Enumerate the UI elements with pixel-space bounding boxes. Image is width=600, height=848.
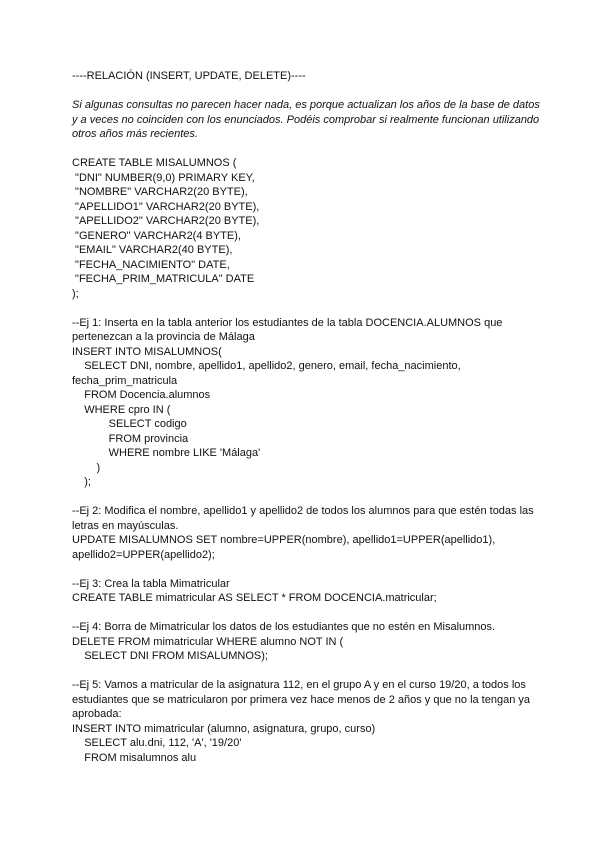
exercise-description: --Ej 4: Borra de Mimatricular los datos de los estudiantes que no estén en Misalumnos. (72, 621, 496, 633)
code-line: fecha_prim_matricula (72, 374, 178, 387)
code-line: "GENERO" VARCHAR2(4 BYTE), (72, 229, 241, 242)
code-line: "APELLIDO1" VARCHAR2(20 BYTE), (72, 200, 260, 213)
exercise-description: --Ej 1: Inserta en la tabla anterior los estudiantes de la tabla DOCENCIA.ALUMNOS que pertenezcan a la provincia de Málaga (72, 316, 503, 343)
exercise-description: --Ej 3: Crea la tabla Mimatricular (72, 577, 230, 590)
code-line: FROM provincia (72, 432, 189, 445)
code-line: ); (72, 287, 79, 300)
code-line: FROM Docencia.alumnos (72, 389, 211, 401)
code-line: SELECT DNI, nombre, apellido1, apellido2, genero, email, fecha_nacimiento, (72, 360, 461, 372)
code-line: INSERT INTO MISALUMNOS( (72, 345, 222, 358)
code-line: DELETE FROM mimatricular WHERE alumno NOT IN ( (72, 635, 344, 648)
exercise-5 (72, 678, 542, 765)
exercise-2 (72, 504, 542, 562)
code-line: "DNI" NUMBER(9,0) PRIMARY KEY, (72, 171, 255, 184)
code-line: SELECT codigo (72, 418, 187, 430)
exercise-description: --Ej 5: Vamos a matricular de la asignatura 112, en el grupo A y en el curso 19/20, a todos los estudiantes que se matricularon por primera vez hace menos de 2 años y que no la tengan ya aprobada: (72, 679, 530, 720)
document-content (72, 69, 542, 765)
code-line: FROM misalumnos alu (72, 751, 197, 764)
code-line: WHERE nombre LIKE 'Málaga' (72, 447, 261, 459)
exercise-4 (72, 620, 542, 664)
intro-note: Si algunas consultas no parecen hacer nada, es porque actualizan los años de la base de datos y a veces no coinciden con los enunciados. Podéis comprobar si realmente funcionan utilizando otros años más recientes. (72, 99, 540, 140)
code-line: "FECHA_PRIM_MATRICULA" DATE (72, 273, 255, 285)
code-line: ) (72, 461, 101, 474)
exercise-description: --Ej 2: Modifica el nombre, apellido1 y apellido2 de todos los alumnos para que estén todas las letras en mayúsculas. (72, 505, 534, 532)
code-line: ); (72, 476, 91, 488)
code-line: "FECHA_NACIMIENTO" DATE, (72, 258, 230, 271)
code-line: apellido2=UPPER(apellido2); (72, 548, 215, 561)
code-line: CREATE TABLE mimatricular AS SELECT * FROM DOCENCIA.matricular; (72, 592, 437, 604)
document-title: ----RELACIÓN (INSERT, UPDATE, DELETE)---- (72, 70, 306, 82)
exercise-3 (72, 577, 542, 606)
exercise-1 (72, 316, 542, 490)
code-line: "EMAIL" VARCHAR2(40 BYTE), (72, 244, 233, 256)
create-table-block (72, 156, 542, 301)
code-line: INSERT INTO mimatricular (alumno, asignatura, grupo, curso) (72, 722, 376, 735)
code-line: "NOMBRE" VARCHAR2(20 BYTE), (72, 186, 248, 198)
code-line: SELECT alu.dni, 112, 'A', '19/20' (72, 737, 242, 749)
code-line: UPDATE MISALUMNOS SET nombre=UPPER(nombre), apellido1=UPPER(apellido1), (72, 534, 496, 546)
code-line: "APELLIDO2" VARCHAR2(20 BYTE), (72, 215, 260, 227)
code-line: WHERE cpro IN ( (72, 403, 171, 416)
code-line: SELECT DNI FROM MISALUMNOS); (72, 650, 268, 662)
code-line: CREATE TABLE MISALUMNOS ( (72, 157, 237, 169)
